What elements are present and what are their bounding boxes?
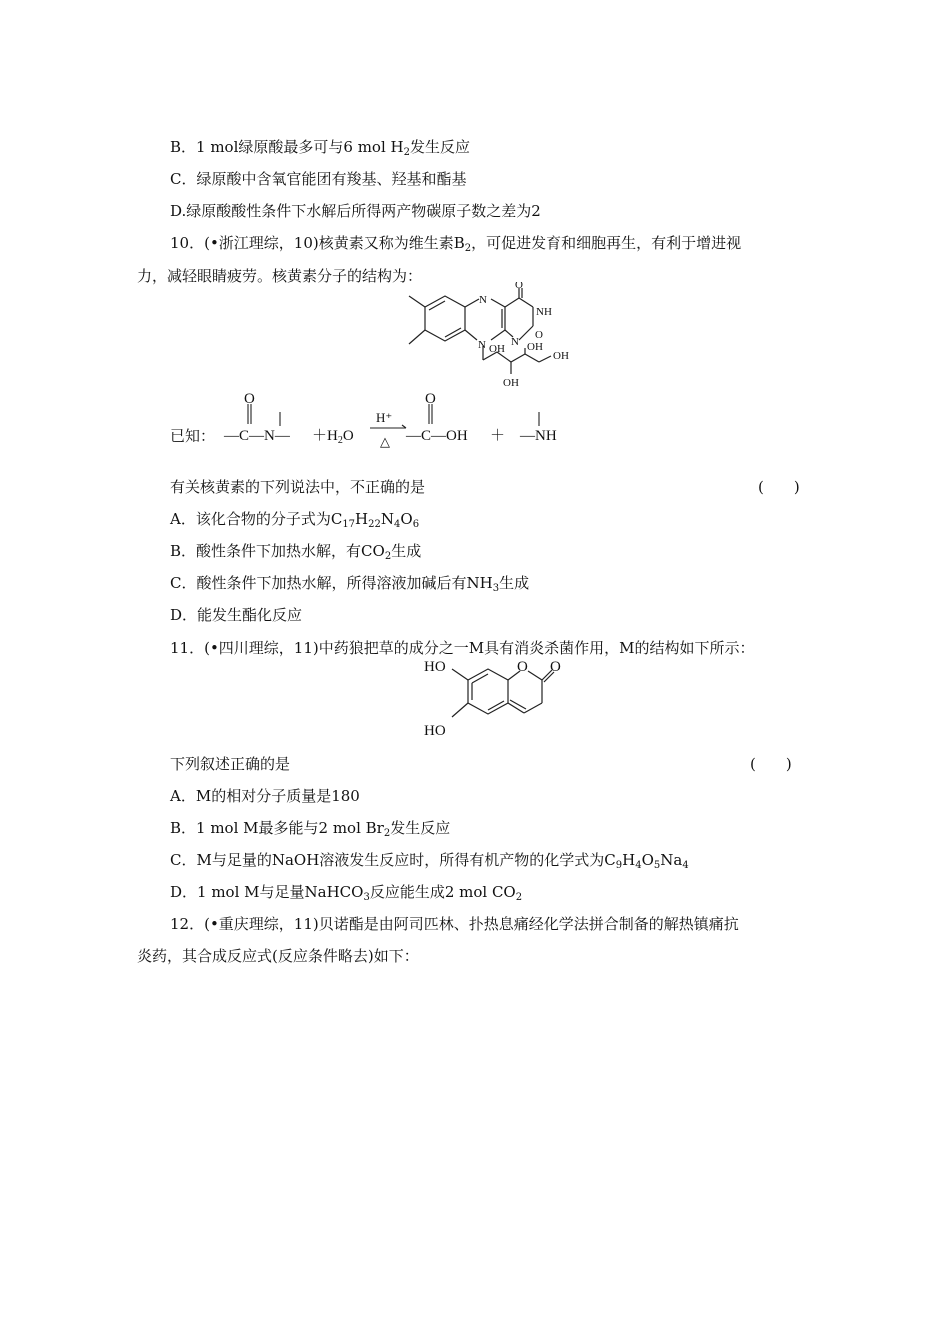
riboflavin-structure bbox=[395, 282, 595, 392]
q9-option-b: B．1 mol绿原酸最多可与6 mol $H_2$发生反应 bbox=[170, 138, 470, 158]
acid-o-label: O bbox=[425, 391, 436, 407]
q10-atom-nh: NH bbox=[536, 306, 552, 318]
q10-atom-oh2: OH bbox=[527, 341, 543, 353]
heat-symbol: △ bbox=[380, 434, 390, 449]
q11-question: 下列叙述正确的是 bbox=[170, 755, 291, 773]
q10-option-d: D．能发生酯化反应 bbox=[170, 606, 303, 624]
q11-ring-o-label: O bbox=[517, 659, 528, 675]
q10-question: 有关核黄素的下列说法中，不正确的是 bbox=[170, 478, 426, 496]
q11-option-d: D．1 mol M与足量NaHCO$_3$反应能生成2 mol $CO_2$ bbox=[170, 883, 523, 903]
q10-option-c: C．酸性条件下加热水解，所得溶液加碱后有$NH_3$生成 bbox=[170, 574, 530, 594]
q12-stem-line2: 炎药，其合成反应式(反应条件略去)如下： bbox=[137, 947, 419, 965]
q11-option-b: B．1 mol M最多能与2 mol $Br_2$发生反应 bbox=[170, 819, 451, 839]
q10-stem-line1: 10．(•浙江理综，10)核黄素又称为维生素$B_2$，可促进发育和细胞再生，有利于增进视 bbox=[170, 234, 742, 254]
q9-option-d: D.绿原酸酸性条件下水解后所得两产物碳原子数之差为2 bbox=[170, 202, 541, 220]
q10-atom-o2: O bbox=[535, 329, 543, 341]
water-reactant: $+H_2O$ bbox=[312, 428, 354, 446]
q10-atom-oh1: OH bbox=[489, 343, 505, 355]
amide-o-label: O bbox=[244, 391, 255, 407]
acid-catalyst: H⁺ bbox=[376, 410, 393, 425]
q11-stem: 11．(•四川理综，11)中药狼把草的成分之一M具有消炎杀菌作用，M的结构如下所示： bbox=[170, 639, 755, 657]
esculetin-structure bbox=[420, 655, 570, 745]
q11-carbonyl-o-label: O bbox=[550, 659, 561, 675]
q9-option-c: C．绿原酸中含氧官能团有羧基、羟基和酯基 bbox=[170, 170, 467, 188]
q11-ho1-label: HO bbox=[424, 659, 446, 675]
q10-atom-oh4: OH bbox=[503, 377, 519, 389]
q10-option-b: B．酸性条件下加热水解，有$CO_2$生成 bbox=[170, 542, 422, 562]
q10-atom-n2: N bbox=[478, 339, 486, 351]
q10-known-label: 已知： bbox=[170, 427, 216, 445]
q10-atom-n3: N bbox=[511, 336, 519, 348]
q10-atom-o1: O bbox=[515, 282, 523, 291]
q10-stem-line2: 力，减轻眼睛疲劳。核黄素分子的结构为： bbox=[137, 267, 423, 285]
plus-sign: ＋ bbox=[490, 428, 506, 444]
amide-hydrolysis-equation bbox=[220, 390, 580, 450]
carboxylic-acid-product: —C—OH bbox=[406, 428, 468, 444]
q11-ho2-label: HO bbox=[424, 723, 446, 739]
q10-option-a: A．该化合物的分子式为$C_{17}H_{22}N_4O_6$ bbox=[170, 510, 420, 530]
q11-answer-blank: ( ) bbox=[750, 755, 792, 773]
q12-stem-line1: 12．(•重庆理综，11)贝诺酯是由阿司匹林、扑热息痛经化学法拼合制备的解热镇痛抗 bbox=[170, 915, 739, 933]
q11-option-a: A．M的相对分子质量是180 bbox=[170, 787, 360, 805]
q11-option-c: C．M与足量的NaOH溶液发生反应时，所得有机产物的化学式为$C_9H_4O_5Na_4$ bbox=[170, 851, 689, 871]
amide-group: —C—N— bbox=[224, 428, 290, 444]
q10-answer-blank: ( ) bbox=[758, 478, 800, 496]
q10-atom-n1: N bbox=[479, 294, 487, 306]
amine-product: —NH bbox=[520, 428, 557, 444]
q10-atom-oh3: OH bbox=[553, 350, 569, 362]
